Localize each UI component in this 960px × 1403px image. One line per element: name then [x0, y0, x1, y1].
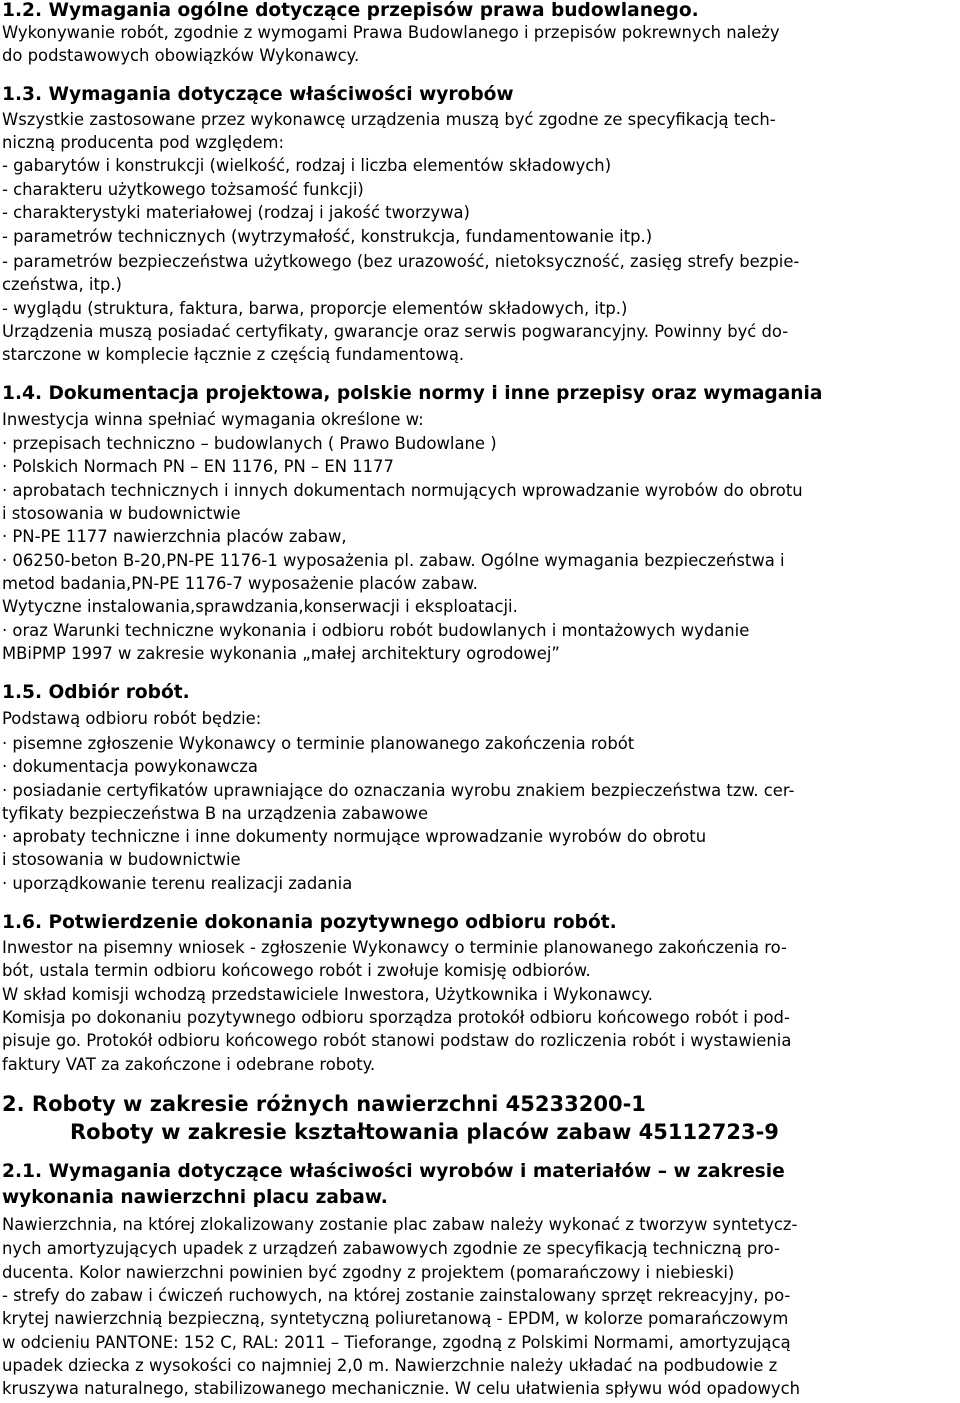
- heading-2-1-cont: wykonania nawierzchni placu zabaw.: [2, 1187, 388, 1208]
- paragraph-line: w odcieniu PANTONE: 152 C, RAL: 2011 – Tieforange, zgodną z Polskimi Normami, amortyzującą: [2, 1333, 791, 1352]
- list-item: · aprobatach technicznych i innych dokumentach normujących wprowadzanie wyrobów do obrotu: [2, 481, 803, 500]
- heading-2: 2. Roboty w zakresie różnych nawierzchni 45233200-1: [2, 1092, 646, 1116]
- list-item: - parametrów bezpieczeństwa użytkowego (bez urazowość, nietoksyczność, zasięg strefy bezpie-: [2, 252, 800, 271]
- heading-1-2: 1.2. Wymagania ogólne dotyczące przepisów prawa budowlanego.: [2, 0, 699, 21]
- paragraph-line: W skład komisji wchodzą przedstawiciele Inwestora, Użytkownika i Wykonawcy.: [2, 985, 653, 1004]
- list-item: - wyglądu (struktura, faktura, barwa, proporcje elementów składowych, itp.): [2, 299, 628, 318]
- heading-1-6: 1.6. Potwierdzenie dokonania pozytywnego odbioru robót.: [2, 912, 617, 933]
- paragraph-line: ducenta. Kolor nawierzchni powinien być zgodny z projektem (pomarańczowy i niebieski): [2, 1263, 735, 1282]
- paragraph-line: metod badania,PN-PE 1176-7 wyposażenie placów zabaw.: [2, 574, 478, 593]
- paragraph-line: Inwestor na pisemny wniosek - zgłoszenie Wykonawcy o terminie planowanego zakończenia ro-: [2, 938, 787, 957]
- list-item: - gabarytów i konstrukcji (wielkość, rodzaj i liczba elementów składowych): [2, 156, 612, 175]
- paragraph-line: do podstawowych obowiązków Wykonawcy.: [2, 46, 360, 65]
- list-item: · aprobaty techniczne i inne dokumenty normujące wprowadzanie wyrobów do obrotu: [2, 827, 707, 846]
- list-item: · PN-PE 1177 nawierzchnia placów zabaw,: [2, 527, 347, 546]
- paragraph-line: Wytyczne instalowania,sprawdzania,konserwacji i eksploatacji.: [2, 597, 518, 616]
- list-item: · przepisach techniczno – budowlanych ( Prawo Budowlane ): [2, 434, 497, 453]
- paragraph-line: upadek dziecka z wysokości co najmniej 2,0 m. Nawierzchnie należy układać na podbudowie z: [2, 1356, 778, 1375]
- paragraph-line: Wszystkie zastosowane przez wykonawcę urządzenia muszą być zgodne ze specyfikacją tech-: [2, 110, 776, 129]
- heading-2-1: 2.1. Wymagania dotyczące właściwości wyrobów i materiałów – w zakresie: [2, 1161, 785, 1182]
- paragraph-line: niczną producenta pod względem:: [2, 133, 285, 152]
- paragraph-line: Podstawą odbioru robót będzie:: [2, 709, 262, 728]
- list-item: - strefy do zabaw i ćwiczeń ruchowych, na której zostanie zainstalowany sprzęt rekreacyjny, po-: [2, 1286, 791, 1305]
- paragraph-line: bót, ustala termin odbioru końcowego robót i zwołuje komisję odbiorów.: [2, 961, 591, 980]
- paragraph-line: Wykonywanie robót, zgodnie z wymogami Prawa Budowlanego i przepisów pokrewnych należy: [2, 23, 780, 42]
- paragraph-line: starczone w komplecie łącznie z częścią fundamentową.: [2, 345, 465, 364]
- list-item: · oraz Warunki techniczne wykonania i odbioru robót budowlanych i montażowych wydanie: [2, 621, 750, 640]
- paragraph-line: Inwestycja winna spełniać wymagania określone w:: [2, 410, 424, 429]
- paragraph-line: i stosowania w budownictwie: [2, 850, 241, 869]
- heading-1-4: 1.4. Dokumentacja projektowa, polskie normy i inne przepisy oraz wymagania: [2, 383, 823, 404]
- list-item: · uporządkowanie terenu realizacji zadania: [2, 874, 353, 893]
- list-item: czeństwa, itp.): [2, 275, 122, 294]
- paragraph-line: krytej nawierzchnią bezpieczną, syntetyczną poliuretanową - EPDM, w kolorze pomarańczowym: [2, 1309, 789, 1328]
- paragraph-line: kruszywa naturalnego, stabilizowanego mechanicznie. W celu ułatwienia spływu wód opadowych: [2, 1379, 800, 1398]
- list-item: · pisemne zgłoszenie Wykonawcy o terminie planowanego zakończenia robót: [2, 734, 635, 753]
- paragraph-line: MBiPMP 1997 w zakresie wykonania „małej architektury ogrodowej”: [2, 644, 560, 663]
- paragraph-line: Nawierzchnia, na której zlokalizowany zostanie plac zabaw należy wykonać z tworzyw syntetycz-: [2, 1215, 798, 1234]
- paragraph-line: nych amortyzujących upadek z urządzeń zabawowych zgodnie ze specyfikacją techniczną pro-: [2, 1239, 780, 1258]
- paragraph-line: faktury VAT za zakończone i odebrane roboty.: [2, 1055, 376, 1074]
- heading-1-3: 1.3. Wymagania dotyczące właściwości wyrobów: [2, 84, 514, 105]
- list-item: · posiadanie certyfikatów uprawniające do oznaczania wyrobu znakiem bezpieczeństwa tzw. cer-: [2, 781, 795, 800]
- paragraph-line: tyfikaty bezpieczeństwa B na urządzenia zabawowe: [2, 804, 429, 823]
- list-item: · dokumentacja powykonawcza: [2, 757, 258, 776]
- paragraph-line: i stosowania w budownictwie: [2, 504, 241, 523]
- list-item: · Polskich Normach PN – EN 1176, PN – EN 1177: [2, 457, 394, 476]
- list-item: - parametrów technicznych (wytrzymałość, konstrukcja, fundamentowanie itp.): [2, 227, 653, 246]
- paragraph-line: pisuje go. Protokół odbioru końcowego robót stanowi podstaw do rozliczenia robót i wystawienia: [2, 1031, 792, 1050]
- heading-1-5: 1.5. Odbiór robót.: [2, 682, 190, 703]
- list-item: - charakterystyki materiałowej (rodzaj i jakość tworzywa): [2, 203, 470, 222]
- list-item: - charakteru użytkowego tożsamość funkcji): [2, 180, 364, 199]
- paragraph-line: Komisja po dokonaniu pozytywnego odbioru sporządza protokół odbioru końcowego robót i pod-: [2, 1008, 790, 1027]
- list-item: · 06250-beton B-20,PN-PE 1176-1 wyposażenia pl. zabaw. Ogólne wymagania bezpieczeństwa i: [2, 551, 785, 570]
- heading-2-sub: Roboty w zakresie kształtowania placów zabaw 45112723-9: [70, 1120, 779, 1144]
- paragraph-line: Urządzenia muszą posiadać certyfikaty, gwarancje oraz serwis pogwarancyjny. Powinny być do-: [2, 322, 789, 341]
